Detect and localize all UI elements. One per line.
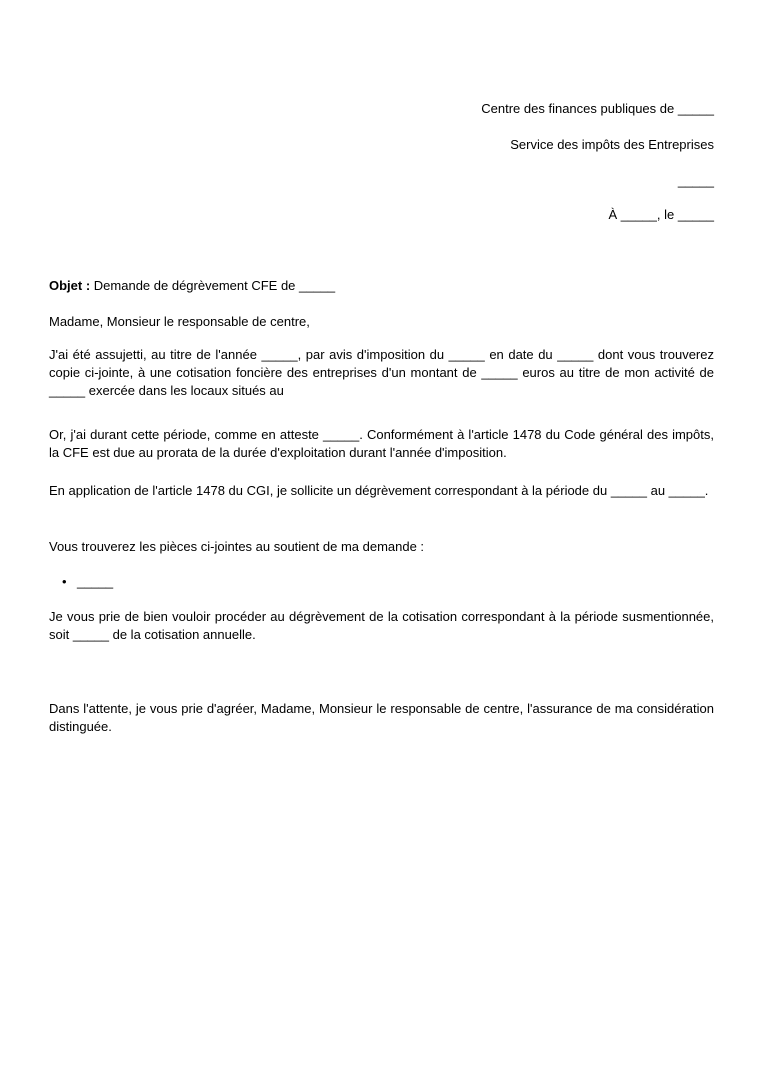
paragraph-conclusion: Je vous prie de bien vouloir procéder au dégrèvement de la cotisation correspondant à la période susmentionnée, soit _____ de la cotisation annuelle. (49, 609, 714, 642)
subject-line (49, 277, 714, 295)
recipient-line-1: Centre des finances publiques de _____ (481, 101, 714, 116)
place-date-line: À _____, le _____ (608, 207, 714, 222)
list-item (62, 573, 113, 591)
paragraph-assessment: J'ai été assujetti, au titre de l'année _____, par avis d'imposition du _____ en date du _____ dont vous trouverez copie ci-jointe, à une cotisation foncière des entreprises d'un montant de _____ euros au titre de mon activité de _____ exercée dans les locaux situés au (49, 347, 714, 398)
paragraph-request: En application de l'article 1478 du CGI, je sollicite un dégrèvement correspondant à la période du _____ au _____. (49, 483, 709, 498)
attachment-item-text: _____ (77, 574, 114, 589)
salutation: Madame, Monsieur le responsable de centre, (49, 314, 310, 329)
subject-text: Demande de dégrèvement CFE de _____ (90, 278, 336, 293)
paragraph-activity-period: Or, j'ai durant cette période, comme en atteste _____. Conformément à l'article 1478 du Code général des impôts, la CFE est due au prorata de la durée d'exploitation durant l'année d'imposition. (49, 427, 714, 460)
bullet-icon: • (62, 574, 67, 589)
closing-paragraph: Dans l'attente, je vous prie d'agréer, Madame, Monsieur le responsable de centre, l'assurance de ma considération distinguée. (49, 701, 714, 734)
recipient-line-3: _____ (677, 173, 714, 188)
attachments-list (62, 573, 113, 591)
recipient-line-2: Service des impôts des Entreprises (510, 137, 714, 152)
subject-label: Objet : (49, 278, 91, 293)
paragraph-attachments-intro: Vous trouverez les pièces ci-jointes au soutient de ma demande : (49, 539, 425, 554)
